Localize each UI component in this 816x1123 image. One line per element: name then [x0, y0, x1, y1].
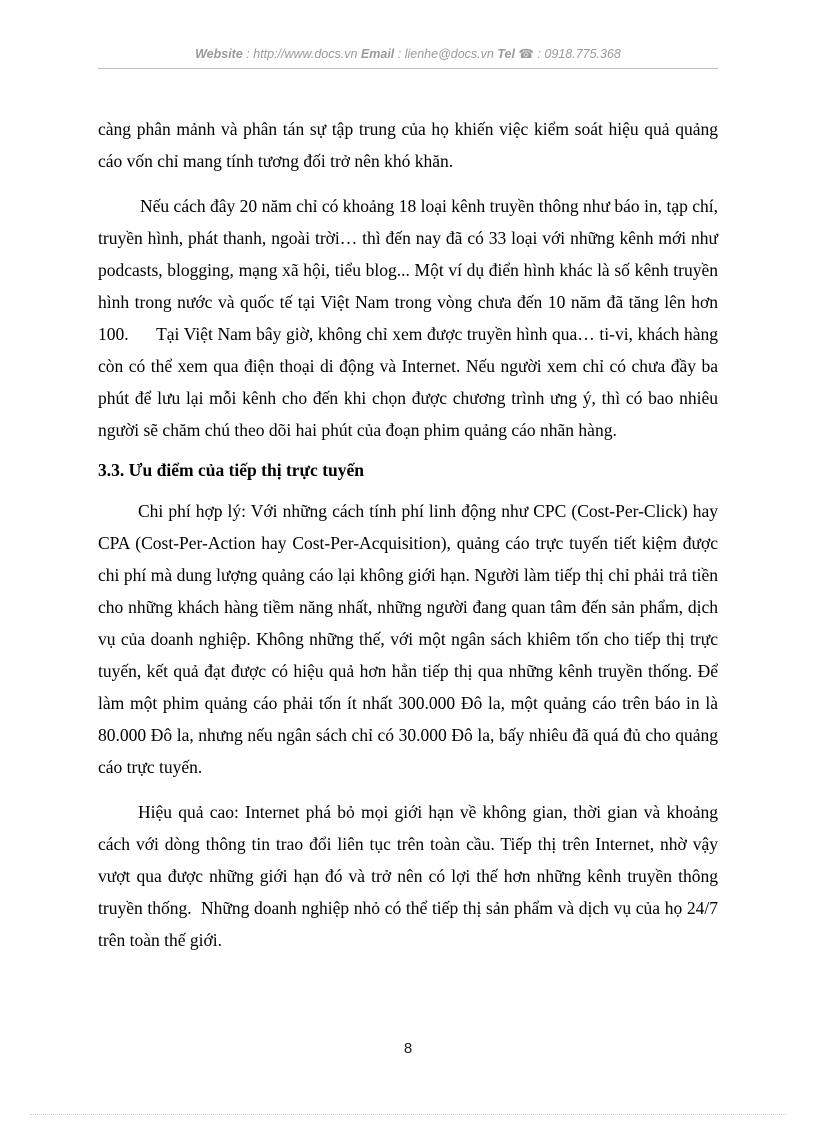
paragraph-continued: càng phân mảnh và phân tán sự tập trung của họ khiến việc kiểm soát hiệu quả quảng cáo vốn chỉ mang tính tương đối trở nên khó khăn. [98, 119, 718, 171]
telephone-icon: ☎ [518, 47, 534, 61]
email-address-link[interactable]: lienhe@docs.vn [404, 47, 494, 61]
tel-number: : 0918.775.368 [534, 47, 621, 61]
paragraph-high-efficiency: Hiệu quả cao: Internet phá bỏ mọi giới hạn về không gian, thời gian và khoảng cách với dòng thông tin trao đổi liên tục trên toàn cầu. Tiếp thị trên Internet, nhờ vậy vượt qua được những giới hạn đó và trở nên có lợi thế hơn những kênh truyền thông truyền thống. Những doanh nghiệp nhỏ có thể tiếp thị sản phẩm và dịch vụ của họ 24/7 trên toàn thế giới. [98, 802, 723, 950]
footer-divider [30, 1114, 786, 1115]
document-body [98, 113, 723, 956]
header-divider [98, 68, 718, 69]
paragraph-media-channels: Nếu cách đây 20 năm chỉ có khoảng 18 loại kênh truyền thông như báo in, tạp chí, truyền hình, phát thanh, ngoài trời… thì đến nay đã có 33 loại với những kênh mới như podcasts, blogging, mạng xã hội, tiểu blog... Một ví dụ điển hình khác là số kênh truyền hình trong nước và quốc tế tại Việt Nam trong vòng chưa đến 10 năm đã tăng lên hơn 100. Tại Việt Nam bây giờ, không chỉ xem được truyền hình qua… ti-vi, khách hàng còn có thể xem qua điện thoại di động và Internet. Nếu người xem chỉ có chưa đầy ba phút để lưu lại mỗi kênh cho đến khi chọn được chương trình ưng ý, thì có bao nhiêu người sẽ chăm chú theo dõi hai phút của đoạn phim quảng cáo nhãn hàng. [98, 196, 723, 440]
tel-label: Tel [497, 47, 515, 61]
website-url-link[interactable]: http://www.docs.vn [253, 47, 358, 61]
page-header [98, 46, 718, 61]
page-number: 8 [403, 1040, 413, 1057]
paragraph-reasonable-cost: Chi phí hợp lý: Với những cách tính phí linh động như CPC (Cost-Per-Click) hay CPA (Cost-Per-Action hay Cost-Per-Acquisition), quảng cáo trực tuyến tiết kiệm được chi phí mà dung lượng quảng cáo lại không giới hạn. Người làm tiếp thị chỉ phải trả tiền cho những khách hàng tiềm năng nhất, những người đang quan tâm đến sản phẩm, dịch vụ của doanh nghiệp. Không những thế, với một ngân sách khiêm tốn cho tiếp thị trực tuyến, kết quả đạt được có hiệu quả hơn hẳn tiếp thị qua những kênh truyền thống. Để làm một phim quảng cáo phải tốn ít nhất 300.000 Đô la, một quảng cáo trên báo in là 80.000 Đô la, nhưng nếu ngân sách chỉ có 30.000 Đô la, bấy nhiêu đã quá đủ cho quảng cáo trực tuyến. [98, 501, 718, 777]
email-label: Email [360, 47, 395, 61]
website-separator: : [242, 47, 254, 61]
email-separator: : [394, 47, 405, 61]
website-label: Website [195, 47, 243, 61]
section-heading: 3.3. Ưu điểm của tiếp thị trực tuyến [98, 460, 365, 480]
